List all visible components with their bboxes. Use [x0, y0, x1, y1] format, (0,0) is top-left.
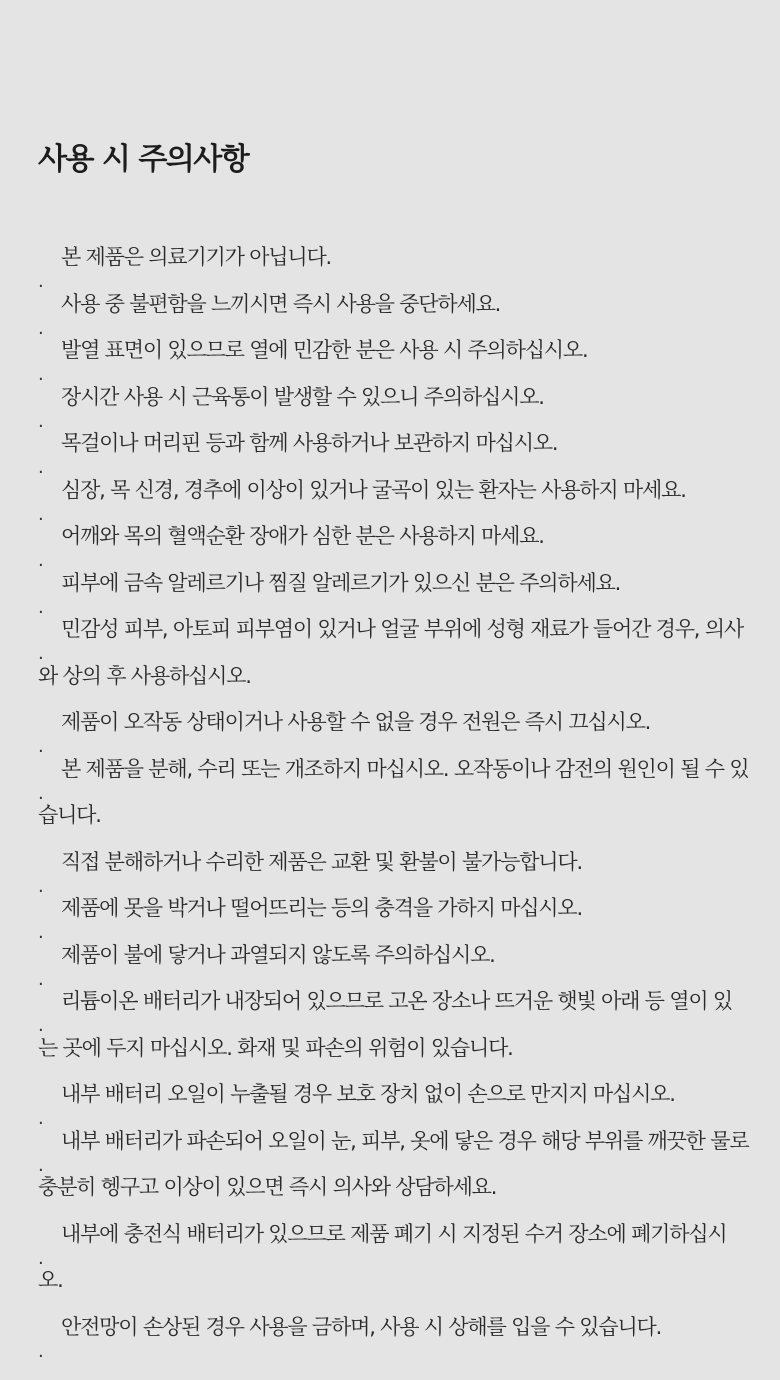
bullet-dot: · [38, 264, 61, 311]
precaution-item [38, 281, 750, 328]
precaution-item [38, 1071, 750, 1118]
precaution-item [38, 374, 750, 421]
precaution-text: 민감성 피부, 아토피 피부염이 있거나 얼굴 부위에 성형 재료가 들어간 경우, 의사와 상의 후 사용하십시오. [38, 617, 743, 688]
precaution-item [38, 513, 750, 560]
precaution-item [38, 746, 750, 839]
precaution-item [38, 560, 750, 607]
precaution-text: 제품이 불에 닿거나 과열되지 않도록 주의하십시오. [61, 943, 495, 967]
precaution-text: 심장, 목 신경, 경추에 이상이 있거나 굴곡이 있는 환자는 사용하지 마세요. [61, 478, 686, 502]
bullet-dot: · [38, 1241, 61, 1288]
precaution-item [38, 606, 750, 699]
bullet-dot: · [38, 729, 61, 776]
bullet-dot: · [38, 543, 61, 590]
precaution-text: 제품에 못을 박거나 떨어뜨리는 등의 충격을 가하지 마십시오. [61, 896, 582, 920]
bullet-dot: · [38, 1334, 61, 1380]
precaution-item [38, 932, 750, 979]
precaution-text: 내부에 충전식 배터리가 있으므로 제품 폐기 시 지정된 수거 장소에 폐기하십시오. [38, 1222, 727, 1293]
bullet-dot: · [38, 1008, 61, 1055]
bullet-dot: · [38, 1101, 61, 1148]
precaution-text: 목걸이나 머리핀 등과 함께 사용하거나 보관하지 마십시오. [61, 431, 557, 455]
precaution-text: 사용 중 불편함을 느끼시면 즉시 사용을 중단하세요. [61, 292, 500, 316]
precaution-item [38, 839, 750, 886]
bullet-dot: · [38, 404, 61, 451]
bullet-dot: · [38, 357, 61, 404]
precaution-item [38, 978, 750, 1071]
bullet-dot: · [38, 311, 61, 358]
bullet-dot: · [38, 636, 61, 683]
precaution-text: 제품이 오작동 상태이거나 사용할 수 없을 경우 전원은 즉시 끄십시오. [61, 710, 650, 734]
bullet-dot: · [38, 962, 61, 1009]
precaution-item [38, 1118, 750, 1211]
precaution-item [38, 467, 750, 514]
precaution-text: 본 제품은 의료기기가 아닙니다. [61, 245, 331, 269]
bullet-dot: · [38, 497, 61, 544]
precaution-item [38, 699, 750, 746]
precaution-item [38, 1211, 750, 1304]
bullet-dot: · [38, 776, 61, 823]
precaution-text: 어깨와 목의 혈액순환 장애가 심한 분은 사용하지 마세요. [61, 524, 544, 548]
precaution-text: 안전망이 손상된 경우 사용을 금하며, 사용 시 상해를 입을 수 있습니다. [61, 1315, 661, 1339]
precaution-text: 리튬이온 배터리가 내장되어 있으므로 고온 장소나 뜨거운 햇빛 아래 등 열이 있는 곳에 두지 마십시오. 화재 및 파손의 위험이 있습니다. [38, 989, 732, 1060]
precaution-text: 내부 배터리 오일이 누출될 경우 보호 장치 없이 손으로 만지지 마십시오. [61, 1082, 675, 1106]
page-title: 사용 시 주의사항 [38, 138, 750, 182]
precaution-text: 직접 분해하거나 수리한 제품은 교환 및 환불이 불가능합니다. [61, 850, 582, 874]
bullet-dot: · [38, 869, 61, 916]
precaution-text: 장시간 사용 시 근육통이 발생할 수 있으니 주의하십시오. [61, 385, 544, 409]
bullet-dot: · [38, 1148, 61, 1195]
precaution-item [38, 234, 750, 281]
precaution-item [38, 420, 750, 467]
bullet-dot: · [38, 915, 61, 962]
precaution-text: 피부에 금속 알레르기나 찜질 알레르기가 있으신 분은 주의하세요. [61, 571, 620, 595]
precaution-text: 발열 표면이 있으므로 열에 민감한 분은 사용 시 주의하십시오. [61, 338, 587, 362]
precaution-text: 본 제품을 분해, 수리 또는 개조하지 마십시오. 오작동이나 감전의 원인이 될 수 있습니다. [38, 757, 748, 828]
precautions-list [38, 234, 750, 1350]
precaution-text: 내부 배터리가 파손되어 오일이 눈, 피부, 옷에 닿은 경우 해당 부위를 깨끗한 물로 충분히 헹구고 이상이 있으면 즉시 의사와 상담하세요. [38, 1129, 748, 1200]
precaution-item [38, 885, 750, 932]
bullet-dot: · [38, 450, 61, 497]
bullet-dot: · [38, 590, 61, 637]
precaution-item [38, 327, 750, 374]
precaution-item [38, 1304, 750, 1351]
